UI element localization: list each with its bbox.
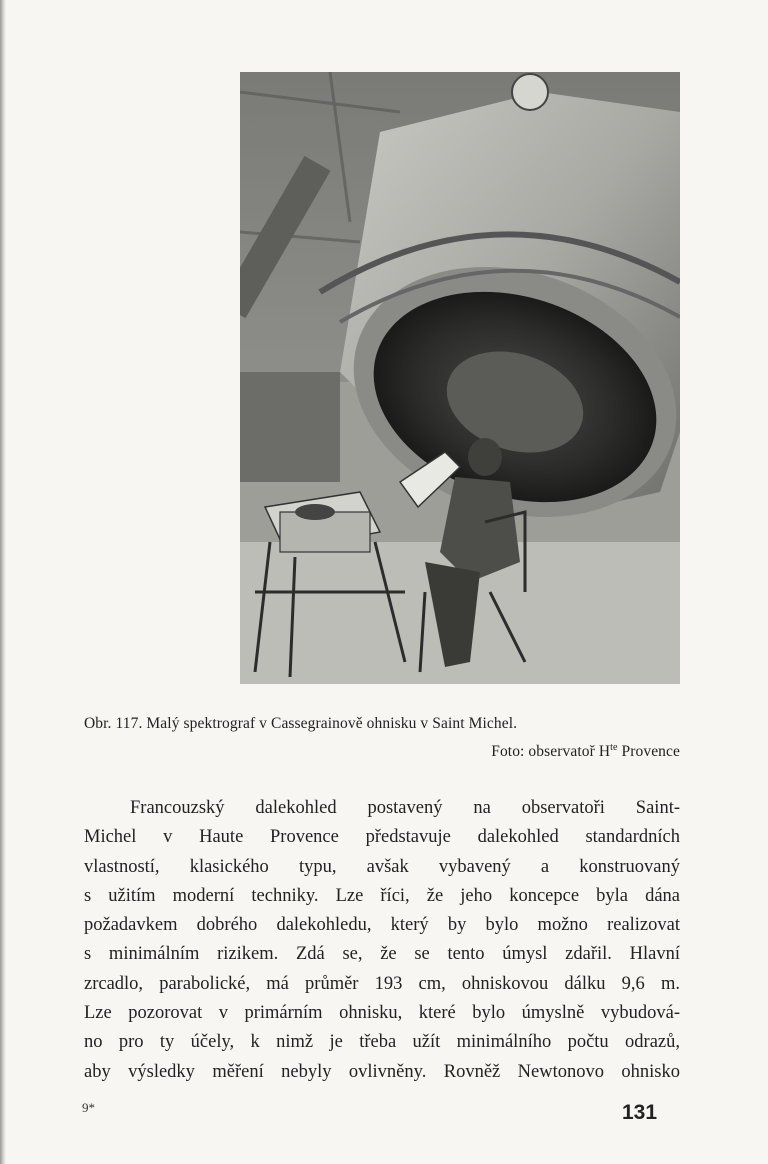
telescope-photo-icon <box>240 72 680 684</box>
body-line: s minimálním rizikem. Zdá se, že se tento úmysl zdařil. Hlavní <box>84 944 680 965</box>
caption-credit-superscript: te <box>610 742 618 753</box>
body-line: s užitím moderní techniky. Lze říci, že jeho koncepce byla dána <box>84 885 680 906</box>
caption-credit-suffix: Provence <box>617 743 680 760</box>
page-number: 131 <box>622 1101 658 1124</box>
telescope-photo <box>240 72 680 684</box>
body-line: Michel v Haute Provence představuje dalekohled standardních <box>84 827 680 848</box>
body-line: Francouzský dalekohled postavený na observatoři Saint- <box>130 798 680 818</box>
page-edge <box>0 0 6 1164</box>
caption-line-2 <box>84 736 680 764</box>
body-line: požadavkem dobrého dalekohledu, který by bylo možno realizovat <box>84 915 680 936</box>
body-line: aby výsledky měření nebyly ovlivněny. Rovněž Newtonovo ohnisko <box>84 1061 680 1082</box>
figure-caption <box>84 712 680 764</box>
body-line: Lze pozorovat v primárním ohnisku, které bylo úmyslně vybudová- <box>84 1003 680 1024</box>
body-paragraph <box>84 794 680 1087</box>
signature-mark: 9* <box>82 1100 95 1115</box>
body-line: vlastností, klasického typu, avšak vybavený a konstruovaný <box>84 856 680 877</box>
body-line: zrcadlo, parabolické, má průměr 193 cm, ohniskovou dálku 9,6 m. <box>84 973 680 994</box>
body-line: no pro ty účely, k nimž je třeba užít minimálního počtu odrazů, <box>84 1032 680 1053</box>
caption-line-1: Obr. 117. Malý spektrograf v Cassegrainově ohnisku v Saint Michel. <box>84 715 518 732</box>
caption-credit-prefix: Foto: observatoř H <box>491 743 611 760</box>
